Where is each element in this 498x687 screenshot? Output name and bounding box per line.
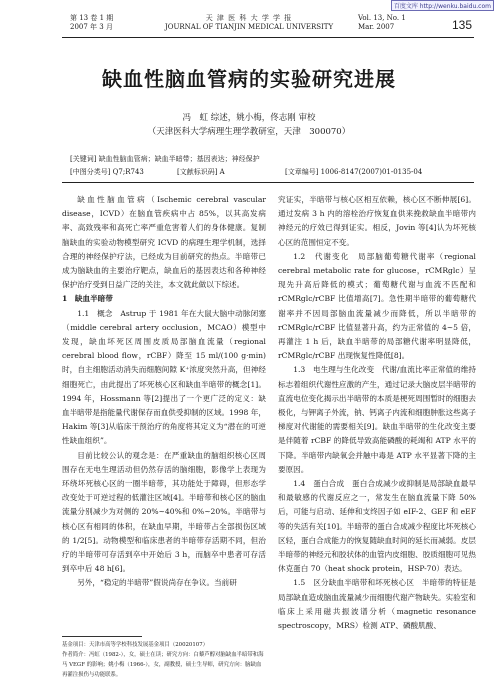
clc-number: [中图分类号] Q7;R743 xyxy=(70,168,144,176)
page-number: 135 xyxy=(452,18,473,32)
journal-name-cn: 天 津 医 科 大 学 学 报 xyxy=(205,14,293,22)
paragraph: 目前比较公认的观念是：在严重缺血的脑组织核心区周围存在无电生理活动但仍然存活的脑细胞，影像学上表现为环绕坏死核心区的一圈半暗带，其功能处于障碍，但形态学改变处于可逆过程的低灌注区域[4]。半暗带和核心区的脑血流量分别减少为对侧的 20%~40%和 0%~20%。半暗带与核心区有相同的体积，在缺血早期，半暗带占全部损伤区域的 1/2[5]。动物模型和临床患者的半暗带存活期不同，但治疗的半暗带可存活到卒中开始后 3 h，而脑卒中患者可存活到卒中后 48 h[6]。 xyxy=(62,450,266,574)
paragraph: 1.1 概念 Astrup 于 1981 年在大鼠大脑中动脉闭塞（middle cerebral artery occlusion，MCAO）模型中发现，缺血坏死区周围皮质局部脑血流量（regional cerebral blood flow，rCBF）降至 15 ml/(100 g·min) 时，自主细胞活动消失而细胞间隙 K⁺浓度突然升高，但神经细胞死亡，由此提出了坏死核心区和缺血半暗带的概念[1]。1994 年，Hossmann 等[2]提出了一个更广泛的定义：缺血半暗带是指能量代谢保存而血供受抑制的区域。1998 年，Hakim 等[3]从临床干预治疗的角度将其定义为“潜在的可逆性缺血组织”。 xyxy=(62,308,266,446)
footnote-line: 作者简介：冯虹（1982-），女，硕士在读；研究方向：白藜芦醇对脑缺血半暗带和海马 VEGF 的影响；姚小梅（1966-），女，副教授，硕士生导师，研究方向：脑缺血再灌注损伤与功能联系。 xyxy=(62,652,264,678)
paragraph: 1.5 区分缺血半暗带和坏死核心区 半暗带的特征是局部缺血造成脑血流量减少而细胞代谢产物缺失。实验室和临床上采用磁共振波谱分析（magnetic resonance spectroscopy，MRS）检测 ATP、磷酸肌酸、 xyxy=(278,578,476,631)
keywords: [关键词] 缺血性脑血管病；缺血半暗带；基因表达；神经保护 xyxy=(70,155,260,163)
journal-name xyxy=(165,14,333,32)
paragraph: 1.4 蛋白合成 蛋白合成减少或抑制是局部缺血最早和最敏感的代谢反应之一，常发生在脑血流量下降 50%后，可能与启动、延伸和支终因子如 eIF-2、GEF 和 eEF 等的失活有关[10]。半暗带的蛋白合成减少程度比坏死核心区轻，蛋白合成能力的恢复随缺血时间的延长而减弱。皮层半暗带的神经元和胶状体的血管内皮细胞、胶质细胞可见热休克蛋白 70（heat shock protein，HSP-70）表达。 xyxy=(278,479,476,574)
journal-name-en: JOURNAL OF TIANJIN MEDICAL UNIVERSITY xyxy=(164,23,334,31)
body-left-column xyxy=(62,193,266,591)
volume-info-en xyxy=(358,14,406,32)
body-right-column xyxy=(278,193,476,633)
issue-info xyxy=(70,14,113,32)
paragraph: 1.2 代谢变化 局部脑葡萄糖代谢率（regional cerebral metabolic rate for glucose，rCMRglc）呈现先升高后降低的模式；葡萄糖代谢与血流不匹配和 rCMRglc/rCBF 比值增高[7]。急性期半暗带的葡萄糖代谢率并不因局部脑血流量减少而降低，所以半暗带的 rCMRglc/rCBF 比值显著升高，约为正常值的 4~5 倍，再灌注 1 h 后，缺血半暗带的局部糖代谢率明显降低，rCMRglc/rCBF 出现恢复性降低[8]。 xyxy=(278,251,476,361)
issue-date: 2007 年 3 月 xyxy=(70,23,113,31)
footnote-rule xyxy=(62,636,142,637)
volume-issue-en: Vol. 13, No. 1 xyxy=(358,14,406,22)
abstract-rule xyxy=(62,182,474,183)
paragraph: 缺血性脑血管病（Ischemic cerebral vascular disease，ICVD）在脑血管疾病中占 85%，以其高发病率、高致残率和高死亡率严重危害着人们的身体健康。复制脑缺血的实验动物模型研究 ICVD 的病理生理学机制，选择合理的神经保护疗法，已经成为目前研究的热点。半暗带已成为脑缺血的主要治疗靶点，缺血后的基因表达和各种神经保护治疗受到日益广泛的关注，本文就此做以下综述。 xyxy=(62,195,266,290)
section-heading: 1 缺血半暗带 xyxy=(62,294,113,304)
watermark-stamp: 百度文库 http://wenku.baidu.com xyxy=(391,0,494,11)
document-code: [文献标识码] A xyxy=(177,168,225,176)
paragraph: 究证实，半暗带与核心区相互依赖，核心区不断伸展[6]。通过发病 3 h 内的溶栓治疗恢复血供来挽救缺血半暗带内神经元的疗效已得到证实。相反，Jovin 等[4]认为坏死核心区的范围恒定不变。 xyxy=(278,195,476,247)
footnote xyxy=(62,640,266,680)
header-rule xyxy=(62,37,474,38)
footnote-line: 基金项目：天津市高等学校科技发展基金项目（20020107） xyxy=(62,642,209,648)
article-number: [文章编号] 1006-8147(2007)01-0135-04 xyxy=(285,168,423,176)
affiliation: （天津医科大学病理生理学教研室，天津 300070） xyxy=(147,127,351,137)
article-title: 缺血性脑血管病的实验研究进展 xyxy=(102,67,396,91)
author-line: 冯 虹 综述，姚小梅，佟志刚 审校 xyxy=(182,113,316,123)
paragraph: 1.3 电生理与生化改变 代谢/血流比率正常值的维持标志着组织代谢性应激的产生，通过记录大脑皮层半暗带的直流电位变化揭示出半暗带的本质是梗死周围暂时的细胞去极化，与钾离子外流，钠、钙离子内流和细胞肿胀这些离子梯度对代谢能的需要相关[9]。缺血半暗带的生化改变主要是伴随着 rCBF 的降低导致高能磷酸的耗竭和 ATP 水平的下降。半暗带内缺氧会并触中毒是 ATP 水平显著下降的主要原因。 xyxy=(278,365,476,474)
volume-issue: 第 13 卷 1 期 xyxy=(70,14,114,22)
issue-date-en: Mar. 2007 xyxy=(358,23,395,31)
paragraph: 另外，“稳定的半暗带”假说尚存在争议。当前研 xyxy=(77,578,237,588)
